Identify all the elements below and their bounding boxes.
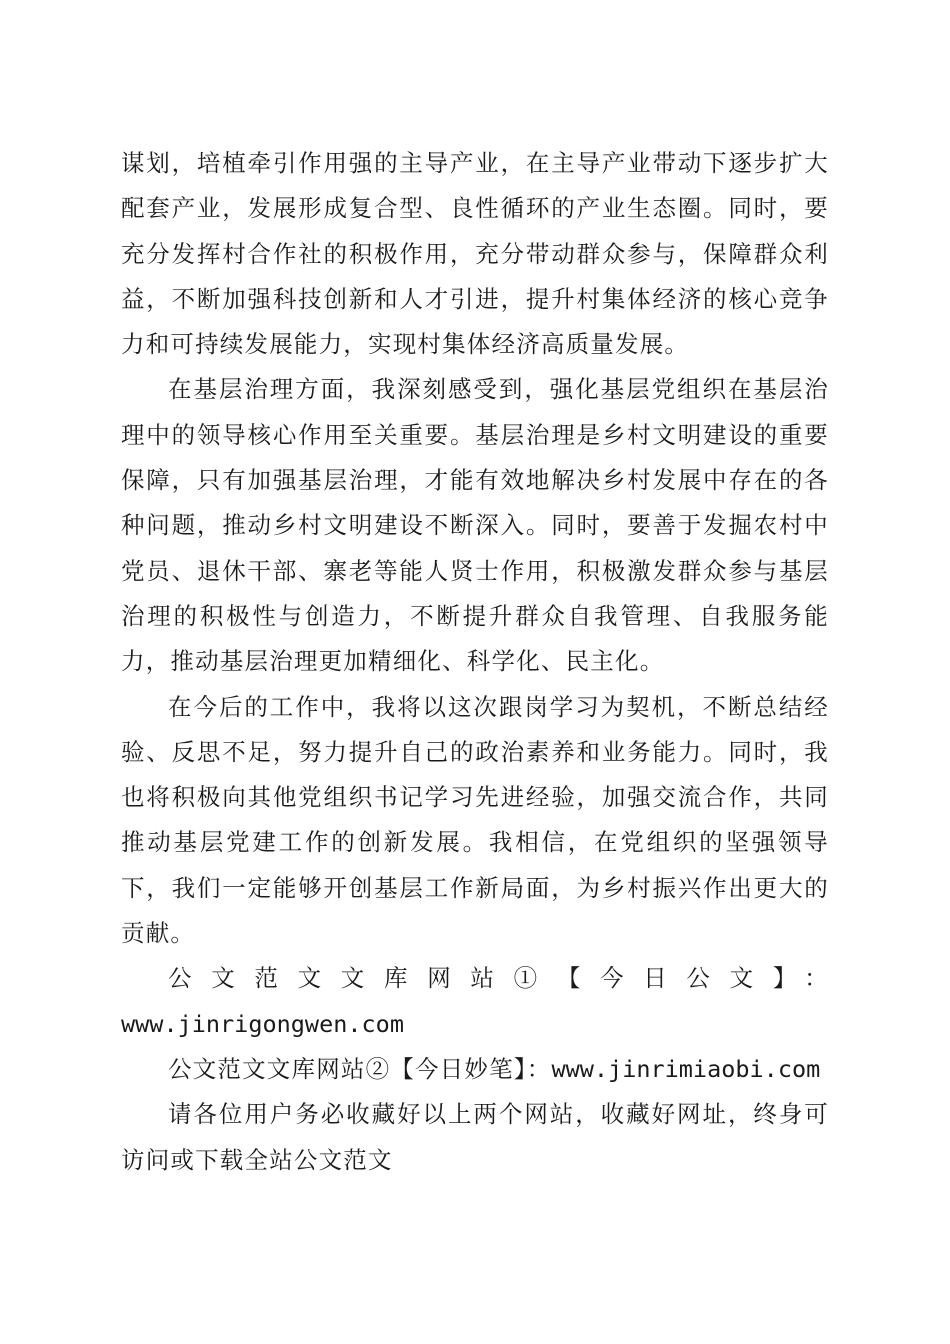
site1-label: 公文范文文库网站①【今日公文】： [168,964,829,993]
paragraph-governance: 在基层治理方面，我深刻感受到，强化基层党组织在基层治理中的领导核心作用至关重要。基层治理是乡村文明建设的重要保障，只有加强基层治理，才能有效地解决乡村发展中存在的各种问题，推动乡村文明建设不断深入。同时，要善于发掘农村中党员、退休干部、寨老等能人贤士作用，积极激发群众参与基层治理的积极性与创造力，不断提升群众自我管理、自我服务能力，推动基层治理更加精细化、科学化、民主化。 [121,375,829,676]
site1-url[interactable]: www.jinrigongwen.com [121,1009,404,1038]
paragraph-continued: 谋划，培植牵引作用强的主导产业，在主导产业带动下逐步扩大配套产业，发展形成复合型、良性循环的产业生态圈。同时，要充分发挥村合作社的积极作用，充分带动群众参与，保障群众利益，不断加强科技创新和人才引进，提升村集体经济的核心竞争力和可持续发展能力，实现村集体经济高质量发展。 [121,149,829,359]
site2-url[interactable]: www.jinrimiaobi.com [551,1054,821,1083]
paragraph-future-work: 在今后的工作中，我将以这次跟岗学习为契机，不断总结经验、反思不足，努力提升自己的政治素养和业务能力。同时，我也将积极向其他党组织书记学习先进经验，加强交流合作，共同推动基层党建工作的创新发展。我相信，在党组织的坚强领导下，我们一定能够开创基层工作新局面，为乡村振兴作出更大的贡献。 [121,692,829,948]
document-body [121,141,829,1183]
bookmark-notice: 请各位用户务必收藏好以上两个网站，收藏好网址，终身可访问或下载全站公文范文 [121,1100,829,1174]
site2-line [121,1047,829,1092]
site2-label: 公文范文文库网站②【今日妙笔】： [168,1054,552,1083]
